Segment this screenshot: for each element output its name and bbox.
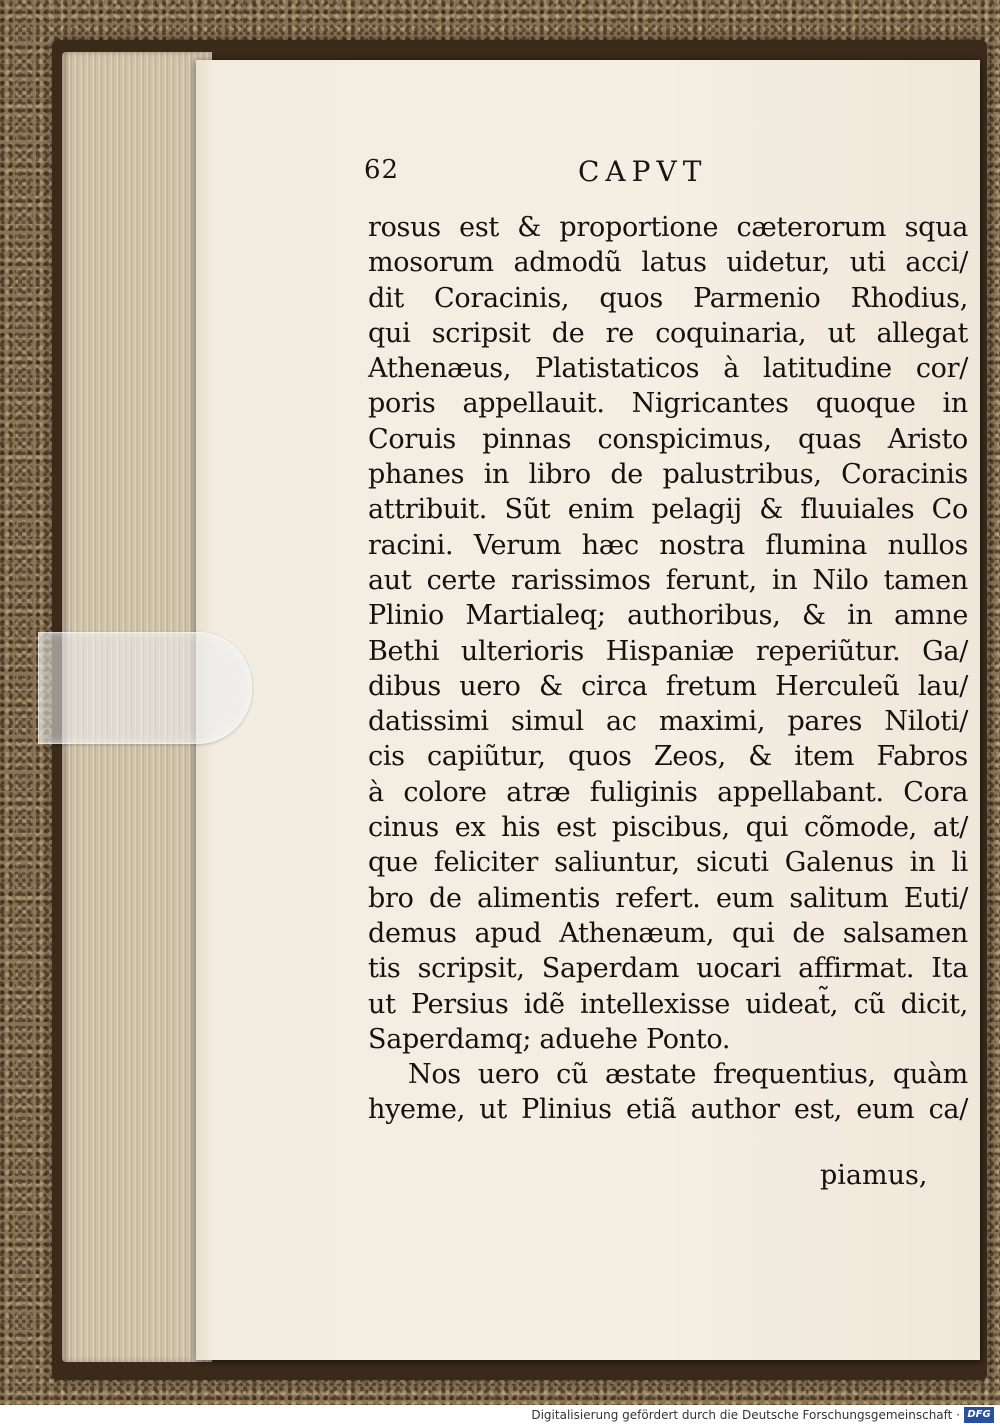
text-line: attribuit. Sũt enim pelagij & fluuiales Co: [368, 494, 968, 526]
text-line: Coruis pinnas conspicimus, quas Aristo: [368, 423, 968, 455]
dfg-logo-icon: DFG: [964, 1407, 994, 1423]
text-block: [368, 210, 968, 1128]
text-line: dibus uero & circa fretum Herculeũ lau/: [368, 670, 968, 702]
text-line: bro de alimentis refert. eum salitum Euti/: [368, 882, 968, 914]
text-line: hyeme, ut Plinius etiã author est, eum ca/: [368, 1094, 968, 1126]
running-head: CAPVT: [578, 155, 708, 188]
text-line: Bethi ulterioris Hispaniæ reperiũtur. Ga/: [368, 635, 968, 667]
text-line: ut Persius idẽ intellexisse uideat̃, cũ dicit,: [368, 988, 968, 1020]
text-line: poris appellauit. Nigricantes quoque in: [368, 388, 968, 420]
page-marker: [38, 632, 252, 744]
text-line: qui scripsit de re coquinaria, ut allegat: [368, 317, 968, 349]
text-line: cinus ex his est piscibus, qui cõmode, at/: [368, 812, 968, 844]
page-header: [364, 155, 964, 195]
footer-credit: Digitalisierung gefördert durch die Deutsche Forschungsgemeinschaft ·: [531, 1408, 960, 1422]
text-line: rosus est & proportione cæterorum squa: [368, 212, 968, 243]
text-line: demus apud Athenæum, qui de salsamen: [368, 917, 968, 949]
text-line: racini. Verum hæc nostra flumina nullos: [368, 529, 968, 561]
text-line: Saperdamq; aduehe Ponto.: [368, 1023, 731, 1055]
text-line: phanes in libro de palustribus, Coracinis: [368, 459, 968, 491]
text-line: à colore atræ fuliginis appellabant. Cora: [368, 776, 968, 808]
text-line: dit Coracinis, quos Parmenio Rhodius,: [368, 282, 968, 314]
text-line: Nos uero cũ æstate frequentius, quàm: [408, 1059, 968, 1091]
text-line: cis capiũtur, quos Zeos, & item Fabros: [368, 741, 968, 773]
text-line: tis scripsit, Saperdam uocari affirmat. Ita: [368, 953, 968, 985]
text-line: datissimi simul ac maximi, pares Niloti/: [368, 706, 968, 738]
text-line: Athenæus, Platistaticos à latitudine cor/: [368, 353, 968, 385]
text-line: aut certe rarissimos ferunt, in Nilo tamen: [368, 564, 968, 596]
catchword: piamus,: [820, 1160, 928, 1191]
text-line: mosorum admodũ latus uidetur, uti acci/: [368, 247, 968, 279]
page-number: 62: [364, 155, 400, 185]
footer-bar: [0, 1405, 1000, 1426]
text-line: que feliciter saliuntur, sicuti Galenus in li: [368, 847, 968, 879]
text-line: Plinio Martialeq; authoribus, & in amne: [368, 600, 968, 632]
